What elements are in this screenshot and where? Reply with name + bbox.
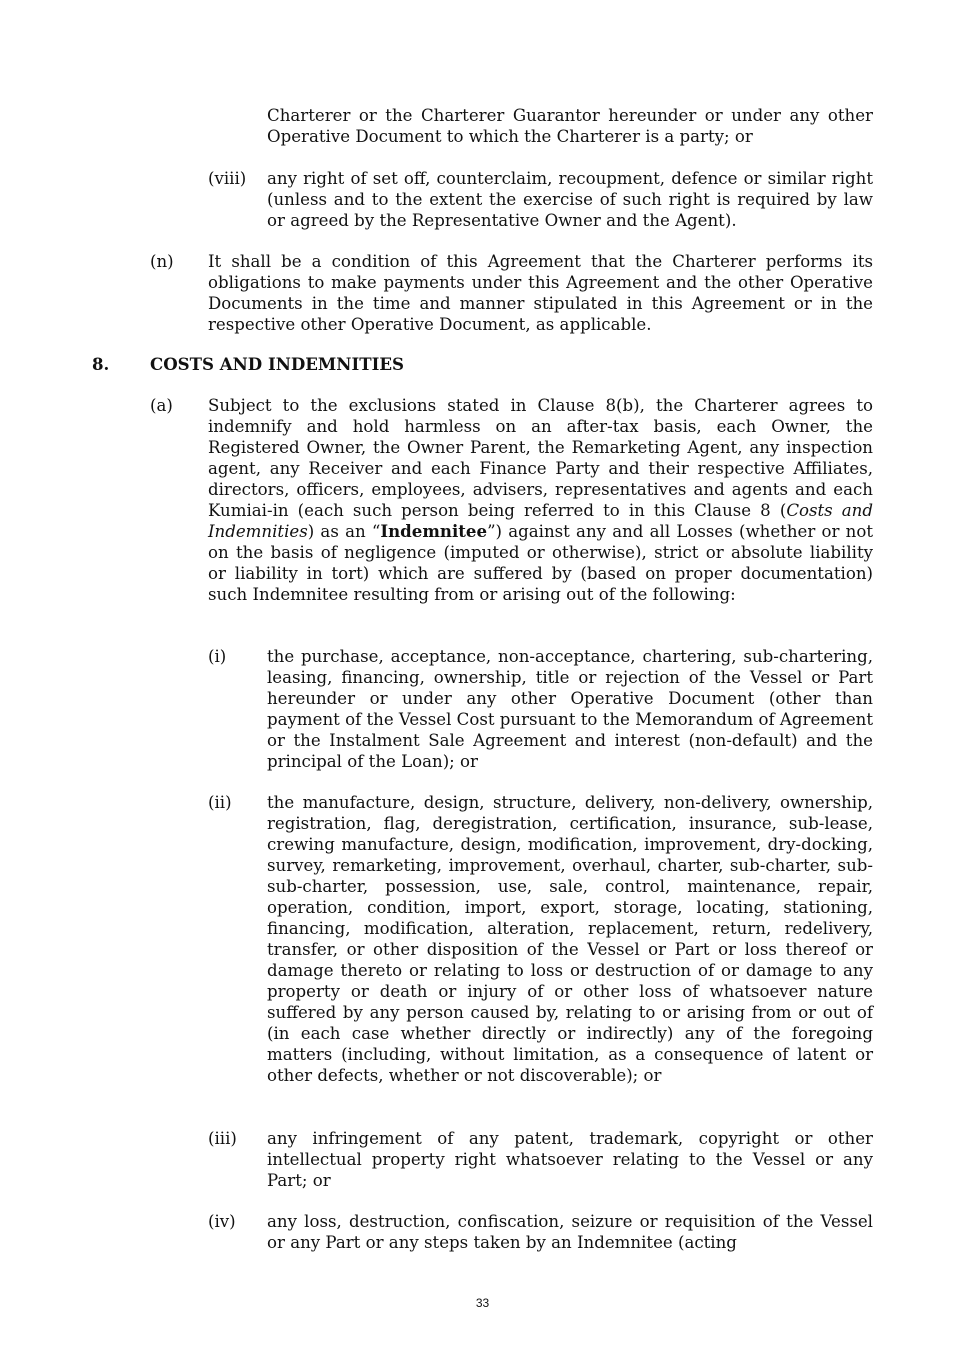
item-a-text-part-2: ) as an “ xyxy=(307,522,381,541)
sub-item-iii-label: (iii) xyxy=(208,1129,237,1148)
item-viii-label: (viii) xyxy=(208,169,247,188)
sub-item-i-text: the purchase, acceptance, non-acceptance, chartering, sub-chartering, leasing, financing, ownership, title or rejection of the Vessel or Part hereunder or under any other Operative Document (other than payment of the Vessel Cost pursuant to the Memorandum of Agreement or the Instalment Sale Agreement and interest (non-default) and the principal of the Loan); or xyxy=(267,647,874,771)
section-title: COSTS AND INDEMNITIES xyxy=(150,354,404,374)
page-number: 33 xyxy=(475,1296,490,1310)
item-a-label: (a) xyxy=(150,396,173,415)
item-a-text-part-3: ”) against any and all Losses (whether or not on the basis of negligence (imputed or otherwise), strict or absolute liability or liability in tort) which are suffered by (based on proper documentation) such Indemnitee resulting from or arising out of the following: xyxy=(208,522,873,604)
sub-item-iii-text: any infringement of any patent, trademark, copyright or other intellectual property right whatsoever relating to the Vessel or any Part; or xyxy=(267,1129,873,1190)
item-a-defined-term: Indemnitee xyxy=(380,521,488,541)
item-viii-text: any right of set off, counterclaim, recoupment, defence or similar right (unless and to the extent the exercise of such right is required by law or agreed by the Representative Owner and the Agent). xyxy=(267,169,873,230)
sub-item-ii-label: (ii) xyxy=(208,793,232,812)
continued-paragraph: Charterer or the Charterer Guarantor hereunder or under any other Operative Document to which the Charterer is a party; or xyxy=(267,106,873,146)
sub-item-iv-label: (iv) xyxy=(208,1212,236,1231)
sub-item-ii-text: the manufacture, design, structure, delivery, non-delivery, ownership, registration, flag, deregistration, certification, insurance, sub-lease, crewing manufacture, design, modification, improvement, dry-docking, survey, remarketing, improvement, overhaul, charter, sub-charter, sub-sub-charter, possession, use, sale, control, maintenance, repair, operation, condition, import, export, storage, locating, stationing, financing, modification, alteration, replacement, return, redelivery, transfer, or other disposition of the Vessel or Part or loss thereof or damage thereto or relating to loss or destruction of or damage to any property or death or injury of or other loss of whatsoever nature suffered by any person caused by, relating to or arising from or out of (in each case whether directly or indirectly) any of the foregoing matters (including, without limitation, as a consequence of latent or other defects, whether or not discoverable); or xyxy=(267,793,873,1085)
item-a-italic-term: Costs and Indemnities xyxy=(208,501,873,541)
sub-item-iv-text: any loss, destruction, confiscation, seizure or requisition of the Vessel or any Part or any steps taken by an Indemnitee (acting xyxy=(267,1212,873,1252)
item-n-label: (n) xyxy=(150,252,174,271)
section-number: 8. xyxy=(92,354,110,374)
item-a-text xyxy=(208,395,873,605)
item-n-text: It shall be a condition of this Agreement that the Charterer performs its obligations to make payments under this Agreement and the other Operative Documents in the time and manner stipulated in this Agreement or in the respective other Operative Document, as applicable. xyxy=(208,252,873,334)
item-a-text-part-1: Subject to the exclusions stated in Clause 8(b), the Charterer agrees to indemnify and hold harmless on an after-tax basis, each Owner, the Registered Owner, the Owner Parent, the Remarketing Agent, any inspection agent, any Receiver and each Finance Party and their respective Affiliates, directors, officers, employees, advisers, representatives and agents and each Kumiai-in (each such person being referred to in this Clause 8 ( xyxy=(208,396,873,520)
sub-item-i-label: (i) xyxy=(208,647,227,666)
